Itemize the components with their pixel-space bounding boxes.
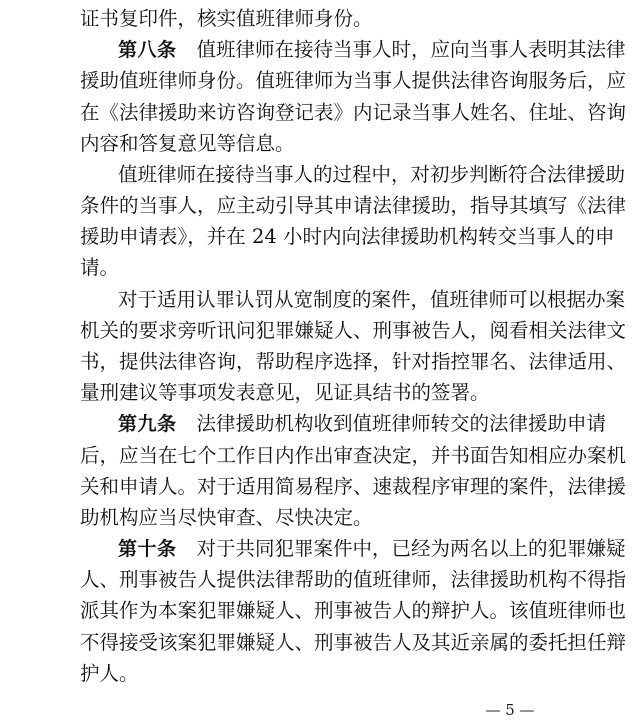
text-line: 后，应当在七个工作日内作出审查决定，并书面告知相应办案机: [80, 444, 627, 467]
text-line: 条件的当事人，应主动引导其申请法律援助，指导其填写《法律: [80, 194, 627, 217]
text-line: 不得接受该案犯罪嫌疑人、刑事被告人及其近亲属的委托担任辩: [80, 631, 627, 654]
text-line: 机关的要求旁听讯问犯罪嫌疑人、刑事被告人，阅看相关法律文: [80, 319, 627, 342]
text-line: 法律援助机构收到值班律师转交的法律援助申请: [196, 412, 607, 435]
text-line: 值班律师在接待当事人时，应向当事人表明其法律: [196, 38, 626, 61]
article-label: 第九条: [118, 413, 177, 435]
text-line: 内容和答复意见等信息。: [80, 132, 295, 155]
text-line: 量刑建议等事项发表意见，见证具结书的签署。: [80, 381, 490, 404]
text-line: 关和申请人。对于适用简易程序、速裁程序审理的案件，法律援: [80, 475, 627, 498]
text-line: 助机构应当尽快审查、尽快决定。: [80, 506, 373, 529]
article-8-first-line: [118, 35, 626, 65]
article-label: 第十条: [118, 538, 177, 560]
article-10-first-line: [118, 534, 626, 564]
text-line: 在《法律援助来访咨询登记表》内记录当事人姓名、住址、咨询: [80, 101, 627, 124]
text-line: 书，提供法律咨询，帮助程序选择，针对指控罪名、法律适用、: [80, 350, 627, 373]
text-line: 派其作为本案犯罪嫌疑人、刑事被告人的辩护人。该值班律师也: [80, 599, 627, 622]
paragraph-first-line: 值班律师在接待当事人的过程中，对初步判断符合法律援助: [118, 163, 626, 186]
page-number: — 5 —: [485, 701, 535, 719]
paragraph-first-line: 对于适用认罪认罚从宽制度的案件，值班律师可以根据办案: [118, 288, 626, 311]
text-line: 证书复印件，核实值班律师身份。: [80, 7, 373, 30]
text-line: 援助申请表》，并在 24 小时内向法律援助机构转交当事人的申: [80, 225, 615, 248]
text-line: 对于共同犯罪案件中，已经为两名以上的犯罪嫌疑: [196, 537, 626, 560]
article-9-first-line: [118, 409, 607, 439]
article-label: 第八条: [118, 39, 177, 61]
text-line: 护人。: [80, 662, 139, 685]
text-line: 人、刑事被告人提供法律帮助的值班律师，法律援助机构不得指: [80, 568, 627, 591]
text-line: 援助值班律师身份。值班律师为当事人提供法律咨询服务后，应: [80, 69, 627, 92]
text-line: 请。: [80, 256, 120, 279]
